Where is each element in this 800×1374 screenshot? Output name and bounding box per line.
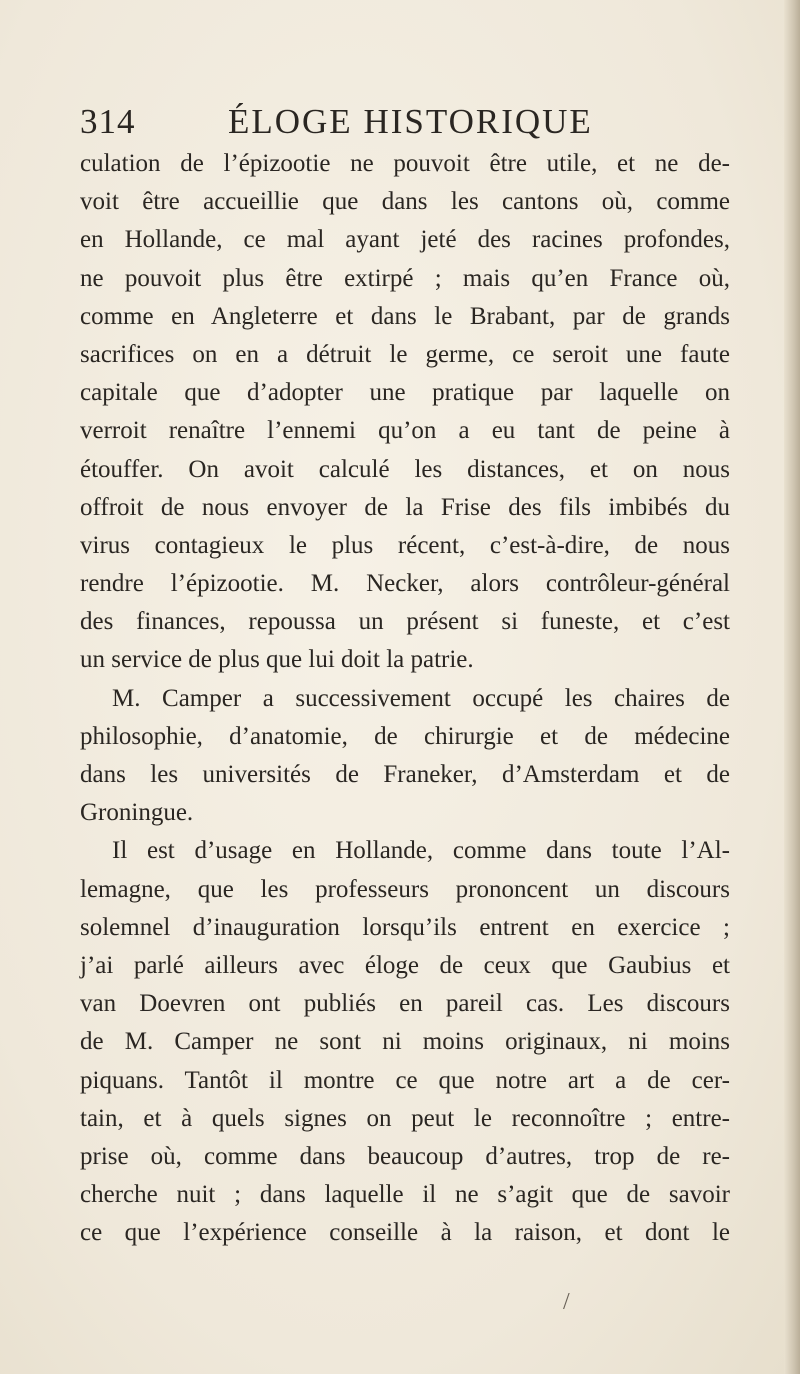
text-line: virus contagieux le plus récent, c’est-à-dire, de nous: [80, 531, 730, 559]
text-line: ce que l’expérience conseille à la raison, et dont le: [80, 1219, 730, 1247]
text-line: j’ai parlé ailleurs avec éloge de ceux que Gaubius et: [80, 951, 730, 979]
text-line: tain, et à quels signes on peut le reconnoître ; entre-: [80, 1104, 730, 1132]
paragraph-3: [80, 832, 730, 1252]
text-line: de M. Camper ne sont ni moins originaux, ni moins: [80, 1028, 730, 1056]
text-line: culation de l’épizootie ne pouvoit être utile, et ne de-: [80, 150, 730, 177]
text-body: [80, 145, 730, 1252]
text-line: M. Camper a successivement occupé les chaires de: [112, 684, 730, 712]
text-line: étouffer. On avoit calculé les distances, et on nous: [80, 455, 730, 483]
text-line: piquans. Tantôt il montre ce que notre art a de cer-: [80, 1066, 730, 1094]
text-line: philosophie, d’anatomie, de chirurgie et de médecine: [80, 722, 730, 750]
text-line: en Hollande, ce mal ayant jeté des racines profondes,: [80, 226, 730, 254]
text-line: verroit renaître l’ennemi qu’on a eu tant de peine à: [80, 417, 730, 445]
text-line: solemnel d’inauguration lorsqu’ils entrent en exercice ;: [80, 913, 730, 941]
text-line: comme en Angleterre et dans le Brabant, par de grands: [80, 302, 730, 330]
text-line: van Doevren ont publiés en pareil cas. Les discours: [80, 990, 730, 1018]
text-line: un service de plus que lui doit la patrie.: [80, 646, 474, 674]
page-header: [80, 100, 730, 144]
text-line: prise où, comme dans beaucoup d’autres, trop de re-: [80, 1142, 730, 1170]
paragraph-1: [80, 145, 730, 680]
text-line: des finances, repoussa un présent si funeste, et c’est: [80, 608, 730, 636]
text-line: ne pouvoit plus être extirpé ; mais qu’en France où,: [80, 264, 730, 292]
text-line: voit être accueillie que dans les cantons où, comme: [80, 188, 730, 216]
text-line: lemagne, que les professeurs prononcent un discours: [80, 875, 730, 903]
text-line: rendre l’épizootie. M. Necker, alors contrôleur-général: [80, 570, 730, 598]
page-edge: [784, 0, 800, 1374]
text-line: dans les universités de Franeker, d’Amsterdam et de: [80, 761, 730, 788]
paragraph-2: [80, 680, 730, 833]
running-title: ÉLOGE HISTORIQUE: [228, 102, 593, 141]
text-line: sacrifices on en a détruit le germe, ce seroit une faute: [80, 340, 730, 368]
text-line: Groningue.: [80, 799, 194, 827]
text-line: offroit de nous envoyer de la Frise des fils imbibés du: [80, 493, 730, 521]
text-line: cherche nuit ; dans laquelle il ne s’agit que de savoir: [80, 1181, 730, 1209]
margin-mark: /: [563, 1289, 570, 1315]
text-line: Il est d’usage en Hollande, comme dans toute l’Al-: [112, 837, 730, 865]
page-number: 314: [80, 102, 136, 141]
text-line: capitale que d’adopter une pratique par laquelle on: [80, 379, 730, 407]
